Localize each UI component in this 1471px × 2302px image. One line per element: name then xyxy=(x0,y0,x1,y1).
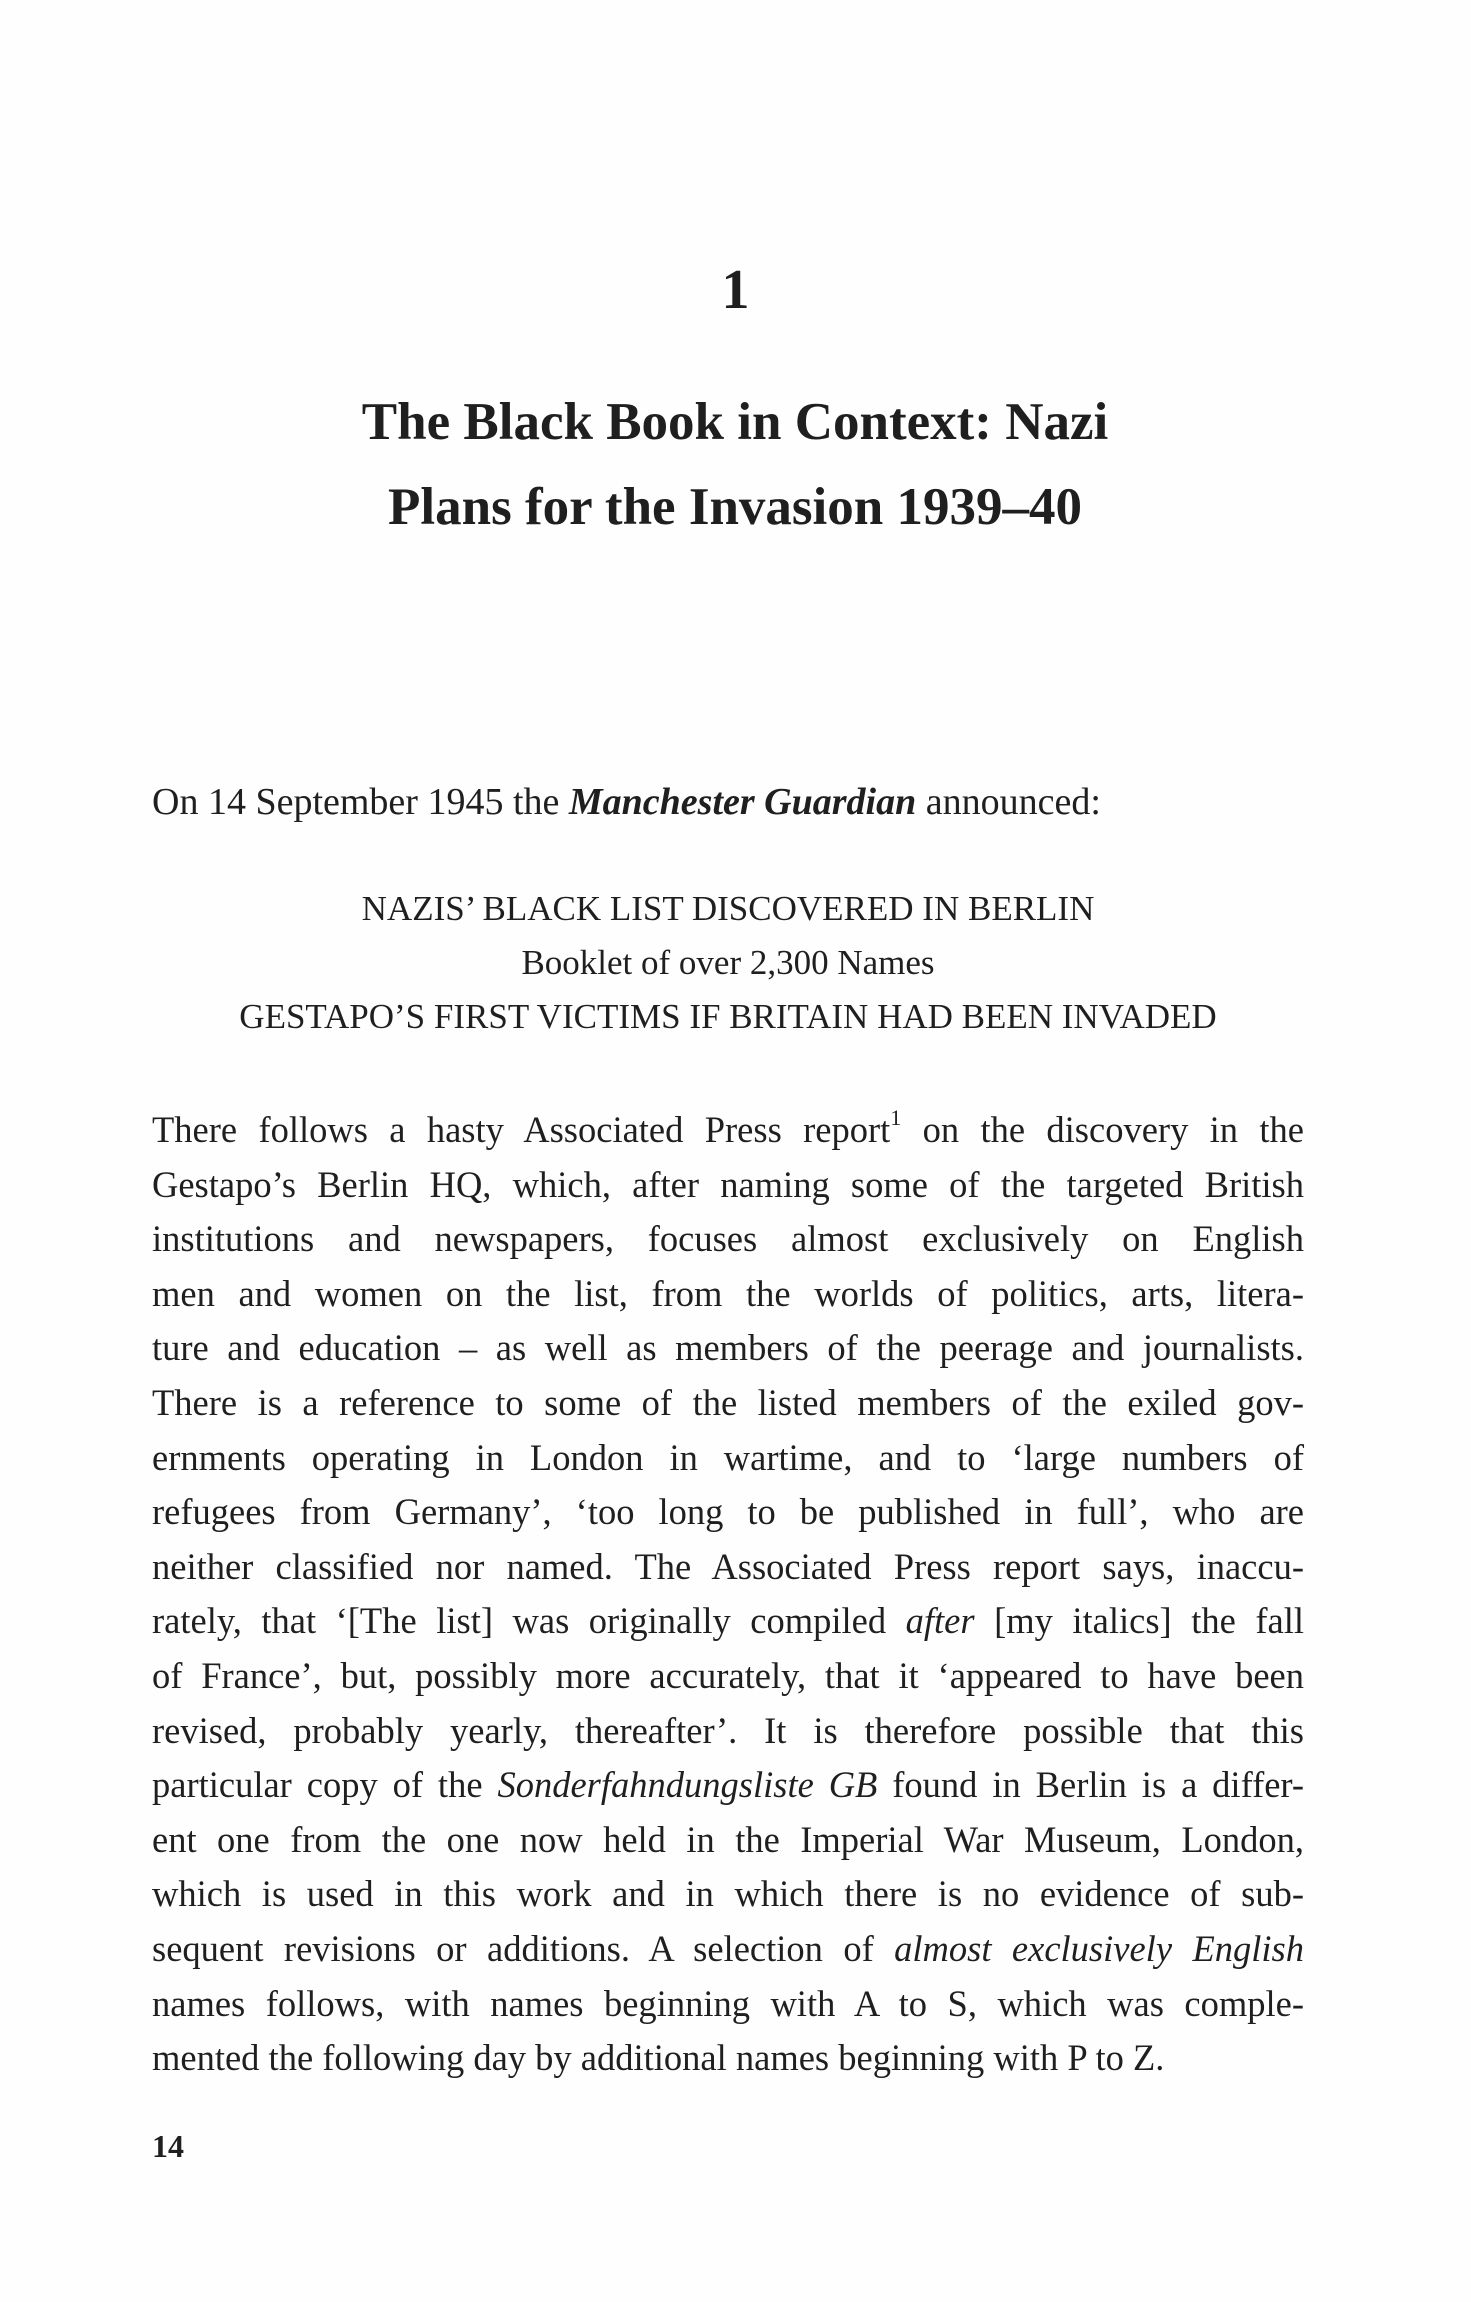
chapter-number: 1 xyxy=(721,259,750,321)
text-line xyxy=(152,1922,1304,1977)
text-line xyxy=(152,1594,1304,1649)
page-number: 14 xyxy=(152,2128,184,2164)
text-line: ent one from the one now held in the Imperial War Museum, London, xyxy=(152,1818,1304,1860)
italic-text: Sonderfahndungsliste GB xyxy=(497,1764,878,1806)
chapter-title xyxy=(235,380,1235,550)
text-span: rately, that ‘[The list] was originally compiled xyxy=(152,1600,906,1642)
text-line: refugees from Germany’, ‘too long to be published in full’, who are xyxy=(152,1491,1304,1533)
text-span: sequent revisions or additions. A selection of xyxy=(152,1927,895,1969)
text-line: Gestapo’s Berlin HQ, which, after naming some of the targeted British xyxy=(152,1163,1304,1205)
body-paragraph xyxy=(152,1103,1304,2086)
text-line: which is used in this work and in which there is no evidence of sub- xyxy=(152,1873,1304,1915)
headline-line: Booklet of over 2,300 Names xyxy=(521,943,935,982)
text-span: [my italics] the fall xyxy=(974,1600,1304,1642)
italic-text: almost exclusively English xyxy=(894,1927,1304,1969)
text-line: ture and education – as well as members of the peerage and journalists. xyxy=(152,1327,1304,1369)
headline-line: NAZIS’ BLACK LIST DISCOVERED IN BERLIN xyxy=(361,889,1095,928)
newspaper-headline xyxy=(152,882,1304,1044)
text-line: revised, probably yearly, thereafter’. It is therefore possible that this xyxy=(152,1709,1304,1751)
text-line: institutions and newspapers, focuses almost exclusively on English xyxy=(152,1218,1304,1260)
publication-name: Manchester Guardian xyxy=(568,781,917,823)
headline-line: GESTAPO’S FIRST VICTIMS IF BRITAIN HAD BEEN INVADED xyxy=(239,997,1217,1036)
text-line: of France’, but, possibly more accurately, that it ‘appeared to have been xyxy=(152,1654,1304,1696)
text-span: on the discovery in the xyxy=(901,1109,1304,1150)
text-span: particular copy of the xyxy=(152,1764,498,1806)
text-line: There is a reference to some of the listed members of the exiled gov- xyxy=(152,1381,1304,1423)
text-span: There follows a hasty Associated Press report xyxy=(152,1109,891,1150)
text-line: ernments operating in London in wartime, and to ‘large numbers of xyxy=(152,1436,1304,1478)
text-line: mented the following day by additional names beginning with P to Z. xyxy=(152,2037,1165,2079)
text-line: men and women on the list, from the worlds of politics, arts, litera- xyxy=(152,1272,1304,1314)
footnote-marker[interactable]: 1 xyxy=(890,1104,902,1130)
text-line: neither classified nor named. The Associated Press report says, inaccu- xyxy=(152,1545,1304,1587)
chapter-title-line: The Black Book in Context: Nazi xyxy=(361,393,1109,451)
text-span: found in Berlin is a differ- xyxy=(877,1764,1305,1806)
intro-text: announced: xyxy=(916,781,1101,823)
intro-text: On 14 September 1945 the xyxy=(152,781,569,823)
text-line: names follows, with names beginning with A to S, which was comple- xyxy=(152,1982,1304,2024)
chapter-title-line: Plans for the Invasion 1939–40 xyxy=(388,478,1082,536)
text-line xyxy=(152,1103,1304,1158)
intro-paragraph xyxy=(152,780,1302,824)
text-line xyxy=(152,1758,1304,1813)
italic-text: after xyxy=(905,1600,975,1642)
